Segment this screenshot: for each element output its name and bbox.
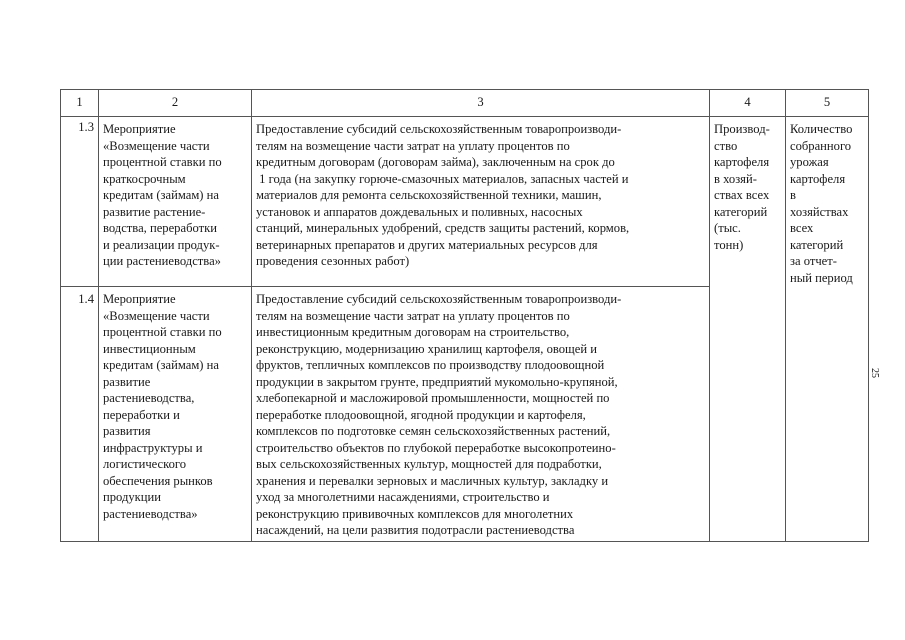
table-header-row [61, 90, 869, 117]
measure-cell [786, 117, 869, 542]
description-line: реконструкцию, модернизацию хранилищ картофеля, овощей и [256, 341, 597, 356]
indicator-line: (тыс. [714, 221, 741, 235]
description-line: 1 года (на закупку горюче-смазочных материалов, запасных частей и [256, 171, 629, 186]
activity-line: переработки и [103, 407, 180, 422]
indicator-line: в хозяй- [714, 171, 757, 186]
description-line: телям на возмещение части затрат на уплату процентов по [256, 308, 570, 323]
activity-line: инвестиционным [103, 341, 196, 356]
description-line: Предоставление субсидий сельскохозяйственным товаропроизводи- [256, 122, 622, 136]
description-line: реконструкцию прививочных комплексов для многолетних [256, 506, 574, 521]
description-line: хлебопекарной и масложировой промышленности, мощностей по [256, 391, 610, 405]
indicator-line: тонн) [714, 237, 744, 252]
description-line: вых сельскохозяйственных культур, мощностей для подработки, [256, 457, 602, 471]
measure-line: ный период [790, 270, 853, 285]
description-line: инвестиционным кредитным договорам на строительство, [256, 325, 570, 339]
description-line: кредитным договорам (договорам займа), заключенным на срок до [256, 155, 615, 169]
measure-line: всех [790, 221, 814, 235]
description-line: станций, минеральных удобрений, средств защиты растений, кормов, [256, 221, 630, 235]
indicator-line: категорий [714, 204, 768, 219]
description-line: Предоставление субсидий сельскохозяйственным товаропроизводи- [256, 292, 622, 306]
activity-line: процентной ставки по [103, 325, 222, 339]
activity-line: логистического [103, 457, 187, 471]
activity-line: процентной ставки по [103, 155, 222, 169]
row-number: 1.4 [61, 287, 99, 542]
activity-line: инфраструктуры и [103, 440, 203, 455]
activity-line: «Возмещение части [103, 308, 210, 323]
measure-line: собранного [790, 138, 852, 153]
description-line: уход за многолетними насаждениями, строительство и [256, 490, 550, 504]
header-col-3: 3 [252, 90, 710, 117]
activity-line: кредитам (займам) на [103, 358, 219, 372]
description-line: проведения сезонных работ) [256, 254, 410, 268]
table-row [61, 117, 869, 287]
description-line: ветеринарных препаратов и других материальных ресурсов для [256, 237, 598, 252]
activity-line: «Возмещение части [103, 138, 210, 153]
activity-line: развитие растение- [103, 204, 206, 219]
activity-line: растениеводства, [103, 391, 195, 405]
activity-line: развития [103, 424, 151, 438]
description-cell [252, 287, 710, 542]
measure-line: в [790, 188, 796, 202]
activity-line: ции растениеводства» [103, 254, 221, 268]
indicator-line: Производ- [714, 122, 770, 136]
indicator-table [60, 89, 869, 542]
activity-cell [99, 287, 252, 542]
description-line: фруктов, тепличных комплексов по производству плодоовощной [256, 358, 605, 372]
indicator-line: ство [714, 138, 738, 153]
activity-cell [99, 117, 252, 287]
indicator-line: ствах всех [714, 188, 770, 202]
indicator-line: картофеля [714, 155, 770, 169]
measure-line: урожая [790, 155, 829, 169]
header-col-5: 5 [786, 90, 869, 117]
activity-line: Мероприятие [103, 292, 176, 306]
activity-line: водства, переработки [103, 221, 217, 235]
measure-line: за отчет- [790, 254, 837, 268]
indicator-cell [710, 117, 786, 542]
header-col-4: 4 [710, 90, 786, 117]
description-line: установок и аппаратов дождевальных и поливных, насосных [256, 204, 583, 219]
activity-line: Мероприятие [103, 122, 176, 136]
row-number: 1.3 [61, 117, 99, 287]
activity-line: продукции [103, 490, 162, 504]
description-line: строительство объектов по глубокой переработке высокопротеино- [256, 440, 616, 455]
measure-line: хозяйствах [790, 204, 849, 219]
header-col-1: 1 [61, 90, 99, 117]
measure-line: картофеля [790, 171, 846, 186]
description-line: переработке плодоовощной, ягодной продукции и картофеля, [256, 407, 586, 422]
activity-line: развитие [103, 374, 151, 389]
description-cell [252, 117, 710, 287]
activity-line: краткосрочным [103, 171, 186, 186]
description-line: продукции в закрытом грунте, предприятий мукомольно-крупяной, [256, 374, 618, 389]
description-line: комплексов по подготовке семян сельскохозяйственных растений, [256, 424, 611, 438]
activity-line: обеспечения рынков [103, 473, 213, 488]
description-line: хранения и перевалки зерновых и масличных культур, закладку и [256, 473, 609, 488]
page-number: 25 [869, 368, 880, 378]
description-line: материалов для ремонта сельскохозяйственной техники, машин, [256, 188, 602, 202]
description-line: насаждений, на цели развития подотрасли растениеводства [256, 523, 575, 537]
measure-line: категорий [790, 237, 844, 252]
measure-line: Количество [790, 122, 853, 136]
description-line: телям на возмещение части затрат на уплату процентов по [256, 138, 570, 153]
header-col-2: 2 [99, 90, 252, 117]
activity-line: кредитам (займам) на [103, 188, 219, 202]
activity-line: растениеводства» [103, 506, 198, 521]
activity-line: и реализации продук- [103, 237, 220, 252]
